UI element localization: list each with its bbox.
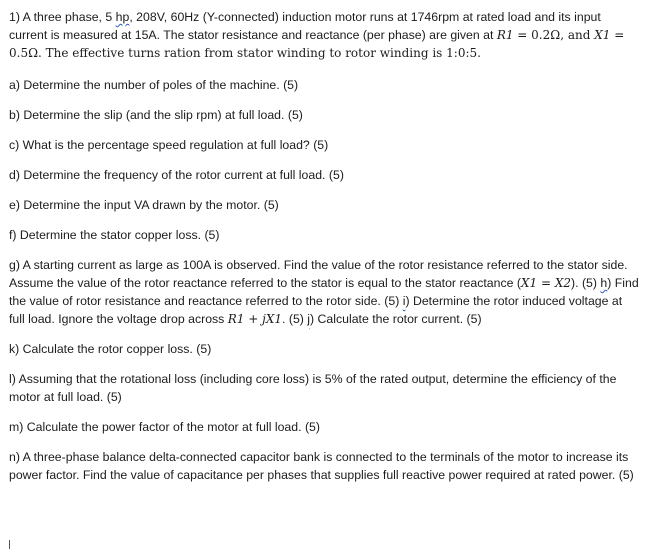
intro-part2: , 208V, 60Hz (Y-connected) induction motor runs at 1746rpm at rated load and its input current is measured at 15A. The stator resistance and reactance (per phase) are given at bbox=[9, 10, 601, 42]
problem-intro bbox=[9, 8, 639, 62]
i-jx1: jX1 bbox=[262, 312, 283, 326]
question-n: n) A three-phase balance delta-connected capacitor bank is connected to the terminals of the motor to increase its power factor. Find the value of capacitance per phases that supplies full reactive power required at rated power. (5) bbox=[9, 450, 634, 482]
question-i-label: i bbox=[402, 294, 406, 308]
question-j-label: j bbox=[307, 312, 311, 326]
question-d: d) Determine the frequency of the rotor current at full load. (5) bbox=[9, 168, 344, 182]
i-plus: + bbox=[244, 312, 263, 326]
question-h-text: ) Find the value of rotor resistance and reactance referred to the rotor side. (5) bbox=[9, 276, 639, 308]
intro-part1: 1) A three phase, 5 bbox=[9, 10, 116, 24]
text-cursor bbox=[9, 540, 10, 549]
question-e: e) Determine the input VA drawn by the motor. (5) bbox=[9, 198, 279, 212]
question-h-label: h bbox=[600, 276, 608, 290]
question-i-text: ) Determine the rotor induced voltage at full load. Ignore the voltage drop across bbox=[9, 294, 623, 326]
g-eq: = bbox=[537, 276, 555, 290]
question-m: m) Calculate the power factor of the motor at full load. (5) bbox=[9, 420, 320, 434]
question-g-block bbox=[9, 256, 639, 328]
question-g-text: g) A starting current as large as 100A is observed. Find the value of the rotor resistance referred to the stator side. Assume the value of the rotor reactance referred to the stator is equal to the stator reactance ( bbox=[9, 258, 628, 290]
g-x2: X2 bbox=[554, 276, 572, 290]
question-k: k) Calculate the rotor copper loss. (5) bbox=[9, 342, 212, 356]
i-r1: R1 bbox=[227, 312, 245, 326]
document-body bbox=[9, 8, 639, 484]
g-x1: X1 bbox=[520, 276, 538, 290]
question-b: b) Determine the slip (and the slip rpm) at full load. (5) bbox=[9, 108, 303, 122]
intro-eq2: = 0.5Ω. The effective turns ration from stator winding to rotor winding is 1:0:5. bbox=[9, 28, 625, 60]
question-a: a) Determine the number of poles of the machine. (5) bbox=[9, 78, 299, 92]
question-j-text: ) Calculate the rotor current. (5) bbox=[310, 312, 482, 326]
intro-hp: hp bbox=[115, 10, 130, 24]
question-f: f) Determine the stator copper loss. (5) bbox=[9, 228, 220, 242]
question-g-end: ). (5) bbox=[571, 276, 601, 290]
question-c: c) What is the percentage speed regulation at full load? (5) bbox=[9, 138, 329, 152]
question-i-end: . (5) bbox=[282, 312, 308, 326]
question-l: l) Assuming that the rotational loss (including core loss) is 5% of the rated output, determine the efficiency of the motor at full load. (5) bbox=[9, 372, 617, 404]
intro-x1: X1 bbox=[594, 28, 611, 42]
intro-r1: R1 bbox=[496, 28, 514, 42]
intro-eq1: = 0.2Ω, and bbox=[513, 28, 595, 42]
